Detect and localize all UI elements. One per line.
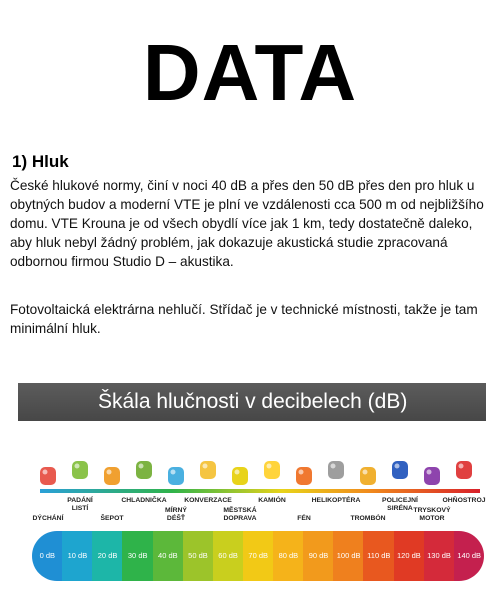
noise-source-label: CHLADNIČKA xyxy=(121,497,167,504)
scale-segment: 20 dB xyxy=(92,531,123,581)
fridge-icon xyxy=(131,455,157,481)
page-title: DATA xyxy=(142,28,358,117)
scale-segment: 140 dB xyxy=(454,531,485,581)
photovoltaic-paragraph: Fotovoltaická elektrárna nehlučí. Střídač je v technické místnosti, takže je tam minimální hluk. xyxy=(10,302,478,336)
trombone-icon xyxy=(355,461,381,487)
helicopter-icon xyxy=(323,455,349,481)
whisper-icon xyxy=(99,461,125,487)
noise-source-label: OHŇOSTROJ xyxy=(442,497,486,504)
scale-segment: 50 dB xyxy=(183,531,214,581)
umbrella-icon xyxy=(163,461,189,487)
decibel-scale-bar xyxy=(32,531,484,581)
infographic-title: Škála hlučnosti v decibelech (dB) xyxy=(18,383,486,421)
noise-source-label: DÝCHÁNÍ xyxy=(32,515,64,522)
scale-segment: 100 dB xyxy=(333,531,364,581)
police-car-icon xyxy=(387,455,413,481)
scale-segment: 30 dB xyxy=(122,531,153,581)
scale-segment: 120 dB xyxy=(394,531,425,581)
fireworks-icon xyxy=(451,455,477,481)
scale-segment: 10 dB xyxy=(62,531,93,581)
scale-segment: 70 dB xyxy=(243,531,274,581)
noise-source-label: KAMIÓN xyxy=(258,497,286,504)
hairdryer-icon xyxy=(291,461,317,487)
noise-source-label: PADÁNÍ LISTÍ xyxy=(67,497,93,512)
noise-source-label: FÉN xyxy=(297,515,311,522)
leaves-icon xyxy=(67,455,93,481)
people-icon xyxy=(195,455,221,481)
scale-segment: 90 dB xyxy=(303,531,334,581)
scale-segment: 0 dB xyxy=(32,531,63,581)
scale-segment: 130 dB xyxy=(424,531,455,581)
scale-segment: 60 dB xyxy=(213,531,244,581)
noise-scale-infographic xyxy=(18,383,486,593)
jet-icon xyxy=(419,461,445,487)
scale-segment: 40 dB xyxy=(153,531,184,581)
noise-source-label: TRYSKOVÝ MOTOR xyxy=(413,507,451,522)
section-heading: 1) Hluk xyxy=(12,152,69,171)
noise-source-label: ŠEPOT xyxy=(100,515,124,522)
noise-source-label: MÍRNÝ DÉŠŤ xyxy=(165,507,187,522)
noise-source-label: POLICEJNÍ SIRÉNA xyxy=(382,497,418,512)
noise-source-icons xyxy=(18,427,486,489)
noise-source-label: TROMBÓN xyxy=(350,515,386,522)
noise-source-label: MĚSTSKÁ DOPRAVA xyxy=(223,507,257,522)
scale-segment: 80 dB xyxy=(273,531,304,581)
noise-norms-paragraph: České hlukové normy, činí v noci 40 dB a přes den 50 dB přes den pro hluk u obytných budov a moderní VTE je plní ve vzdálenosti cca 500 m od nejbližšího domu. VTE Krouna je od všech obydlí více jak 1 km, tedy dostatečně daleko, aby hluk nebyl žádný problém, jak dokazuje akustická studie zpracovaná odbornou firmou Studio D – akustika. xyxy=(10,178,484,269)
car-icon xyxy=(227,461,253,487)
noise-source-label: KONVERZACE xyxy=(184,497,232,504)
lungs-icon xyxy=(35,461,61,487)
truck-icon xyxy=(259,455,285,481)
ground-line xyxy=(40,489,480,493)
noise-source-label: HELIKOPTÉRA xyxy=(311,497,361,504)
scale-segment: 110 dB xyxy=(363,531,394,581)
